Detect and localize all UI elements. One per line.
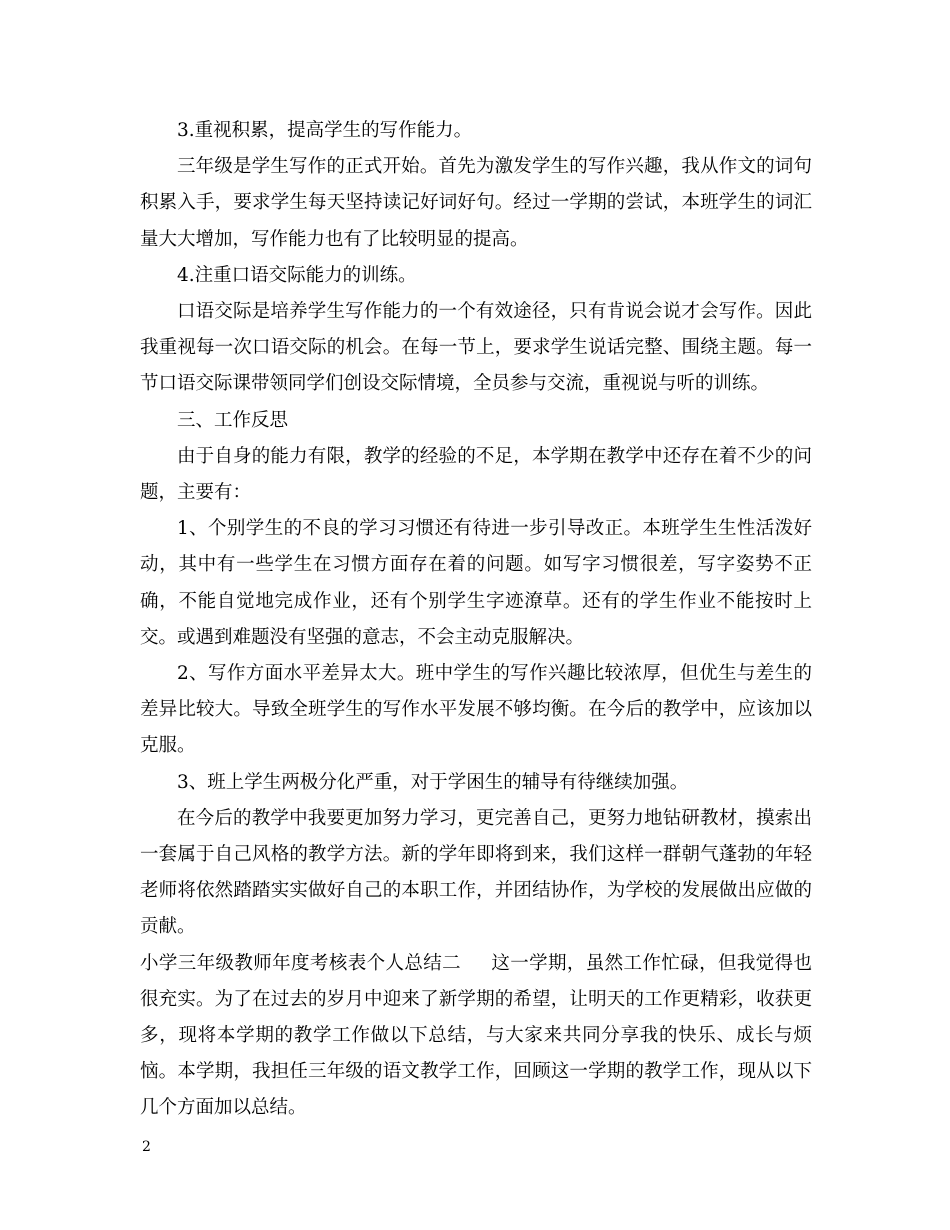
heading-work-reflection: 三、工作反思 [177, 409, 289, 431]
document-body [140, 113, 812, 1127]
page-number: 2 [142, 1139, 151, 1155]
paragraph-problem-3: 3、班上学生两极分化严重，对于学困生的辅导有待继续加强。 [177, 771, 689, 793]
section-body: 这一学期，虽然工作忙碌，但我觉得也很充实。为了在过去的岁月中迎来了新学期的希望，让明天的工作更精彩，收获更多，现将本学期的教学工作做以下总结，与大家来共同分享我的快乐、成长与烦恼。本学期，我担任三年级的语文教学工作，回顾这一学期的教学工作，现从以下几个方面加以总结。 [140, 952, 812, 1119]
heading-accumulation: 3.重视积累，提高学生的写作能力。 [177, 120, 473, 141]
heading-oral-communication: 4.注重口语交际能力的训练。 [177, 264, 417, 286]
paragraph-future-plan: 在今后的教学中我要更加努力学习，更完善自己，更努力地钻研教材，摸索出一套属于自己风格的教学方法。新的学年即将到来，我们这样一群朝气蓬勃的年轻老师将依然踏踏实实做好自己的本职工作，并团结协作，为学校的发展做出应做的贡献。 [140, 807, 812, 938]
paragraph-writing: 三年级是学生写作的正式开始。首先为激发学生的写作兴趣，我从作文的词句积累入手，要求学生每天坚持读记好词好句。经过一学期的尝试，本班学生的词汇量大大增加，写作能力也有了比较明显的提高。 [140, 156, 812, 250]
paragraph-problem-2: 2、写作方面水平差异太大。班中学生的写作兴趣比较浓厚，但优生与差生的差异比较大。导致全班学生的写作水平发展不够均衡。在今后的教学中，应该加以克服。 [140, 663, 812, 757]
paragraph-summary-two [140, 946, 812, 1127]
paragraph-oral-communication: 口语交际是培养学生写作能力的一个有效途径，只有肯说会说才会写作。因此我重视每一次口语交际的机会。在每一节上，要求学生说话完整、围绕主题。每一节口语交际课带领同学们创设交际情境，全员参与交流，重视说与听的训练。 [140, 301, 812, 395]
paragraph-problem-1: 1、个别学生的不良的学习习惯还有待进一步引导改正。本班学生生性活泼好动，其中有一些学生在习惯方面存在着的问题。如写字习惯很差，写字姿势不正确，不能自觉地完成作业，还有个别学生字迹潦草。还有的学生作业不能按时上交。或遇到难题没有坚强的意志，不会主动克服解决。 [140, 518, 812, 648]
section-title: 小学三年级教师年度考核表个人总结二 [140, 952, 461, 974]
paragraph-reflection-intro: 由于自身的能力有限，教学的经验的不足，本学期在教学中还存在着不少的问题，主要有： [140, 445, 812, 504]
